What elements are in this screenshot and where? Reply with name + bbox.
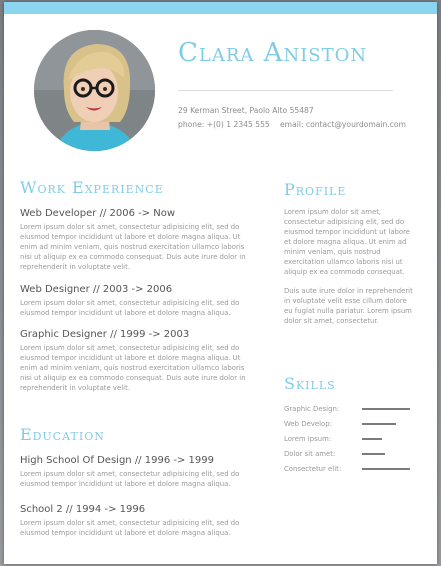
education-description: Lorem ipsum dolor sit amet, consectetur adipisicing elit, sed do eiusmod tempor incididunt ut labore et dolore magna aliqua. [20,519,240,537]
education-title: School 2 // 1994 -> 1996 [20,504,146,515]
job-description: Lorem ipsum dolor sit amet, consectetur adipisicing elit, sed do eiusmod tempor incididunt ut labore et dolore magna aliqua. Ut enim ad minim veniam, quis nostrud exercitation ullamco laboris nisi ut aliquip ex ea commodo consequat. Duis aute irure dolor in reprehenderit in voluptate velit. [20,223,246,271]
header-divider [178,90,393,91]
profile-paragraph: Lorem ipsum dolor sit amet, consectetur adipisicing elit, sed do eiusmod tempor incididunt ut labore et dolore magna aliqua. Ut enim ad minim veniam, quis nostrud exercitation ullamco laboris nisi ut aliquip ex ea commodo consequat. [284,208,411,276]
address: 29 Kerman Street, Paolo Alto 55487 [178,106,314,115]
profile-heading: Profile [284,180,347,199]
skill-bar [362,423,396,425]
skill-bar [362,408,410,410]
job-title: Web Developer // 2006 -> Now [20,208,176,219]
skill-label: Web Develop: [284,420,332,428]
candidate-name: Clara Aniston [178,38,368,68]
skill-label: Consectetur elit: [284,465,342,473]
skill-bar [362,453,385,455]
resume-page [4,2,437,564]
portrait-image [34,30,155,151]
skills-heading: Skills [284,374,336,393]
job-description: Lorem ipsum dolor sit amet, consectetur adipisicing elit, sed do eiusmod tempor incididunt ut labore et dolore magna aliqua. Ut enim ad minim veniam, quis nostrud exercitation ullamco laboris nisi ut aliquip ex ea commodo consequat. Duis aute irure dolor in reprehenderit in voluptate velit. [20,344,246,392]
education-heading: Education [20,425,105,444]
work-experience-heading: Work Experience [20,178,164,197]
education-title: High School Of Design // 1996 -> 1999 [20,455,214,466]
job-title: Web Designer // 2003 -> 2006 [20,284,173,295]
phone: phone: +(0) 1 2345 555 [178,120,270,129]
skill-label: Dolor sit amet: [284,450,336,458]
profile-paragraph: Duis aute irure dolor in reprehenderit in voluptate velit esse cillum dolore eu fugiat nulla pariatur. Lorem ipsum dolor sit amet, consectetur. [284,287,413,325]
top-accent-bar [4,2,437,14]
skill-bar [362,468,410,470]
job-title: Graphic Designer // 1999 -> 2003 [20,329,190,340]
email: email: contact@yourdomain.com [280,120,406,129]
skill-bar [362,438,382,440]
skill-label: Graphic Design: [284,405,340,413]
job-description: Lorem ipsum dolor sit amet, consectetur adipisicing elit, sed do eiusmod tempor incididunt ut labore et dolore magna aliqua. [20,299,240,317]
education-description: Lorem ipsum dolor sit amet, consectetur adipisicing elit, sed do eiusmod tempor incididunt ut labore et dolore magna aliqua. [20,470,240,488]
skill-label: Lorem Ipsum: [284,435,332,443]
profile-photo [34,30,155,151]
